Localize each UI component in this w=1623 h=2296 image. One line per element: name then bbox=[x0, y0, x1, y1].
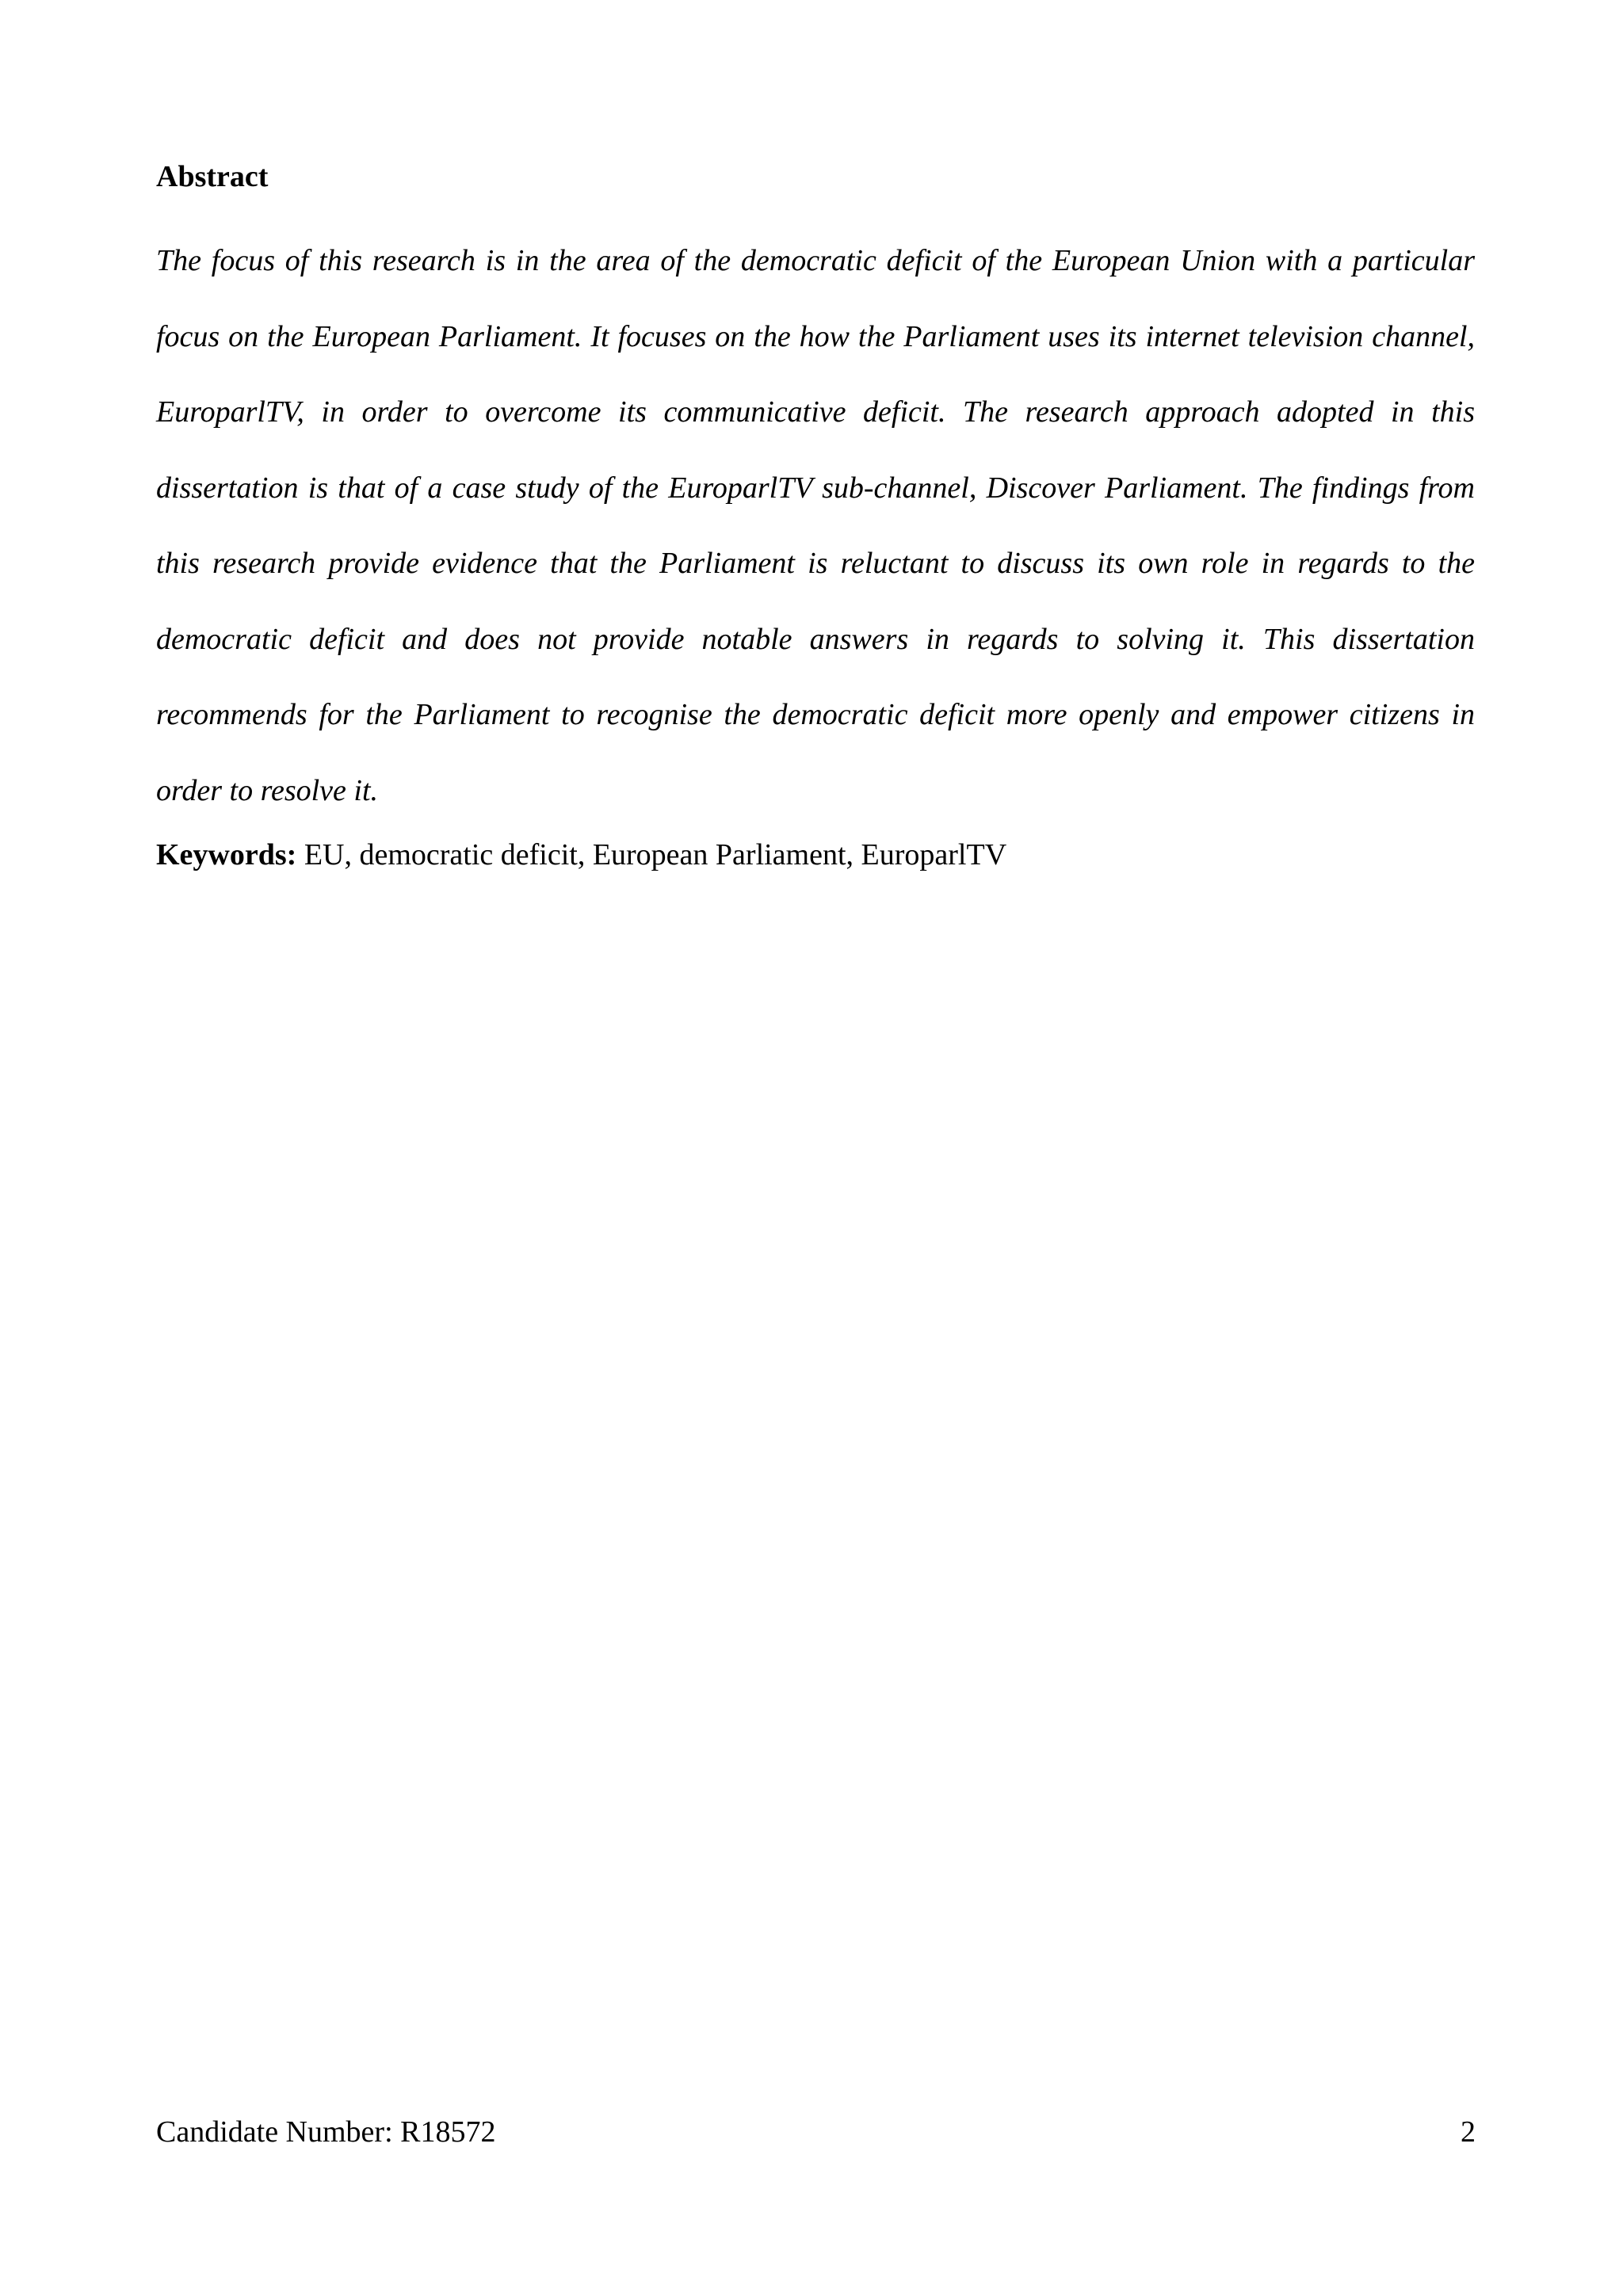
abstract-body: The focus of this research is in the area of the democratic deficit of the European Union with a particular focus on the European Parliament. It focuses on the how the Parliament uses its internet television channel, EuroparlTV, in order to overcome its communicative deficit. The research approach adopted in this dissertation is that of a case study of the EuroparlTV sub-channel, Discover Parliament. The findings from this research provide evidence that the Parliament is reluctant to discuss its own role in regards to the democratic deficit and does not provide notable answers in regards to solving it. This dissertation recommends for the Parliament to recognise the democratic deficit more openly and empower citizens in order to resolve it. bbox=[156, 244, 1475, 807]
keywords-label: Keywords: bbox=[156, 838, 297, 871]
keywords-value: EU, democratic deficit, European Parliament, EuroparlTV bbox=[296, 838, 1007, 871]
page-number: 2 bbox=[1461, 2115, 1476, 2149]
candidate-number: Candidate Number: R18572 bbox=[156, 2115, 496, 2149]
abstract-heading: Abstract bbox=[156, 160, 269, 193]
keywords-line bbox=[156, 833, 1475, 876]
